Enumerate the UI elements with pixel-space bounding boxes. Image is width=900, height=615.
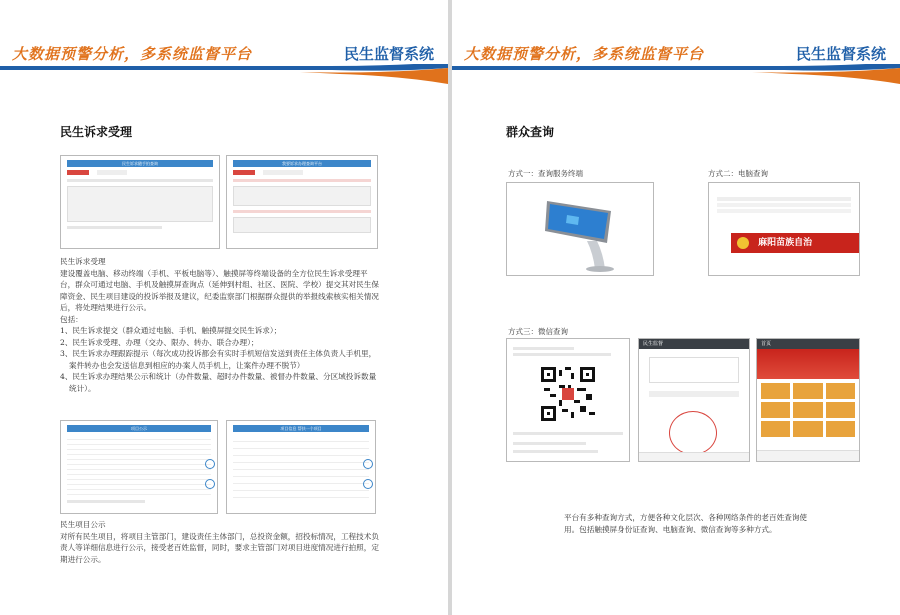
- query-footer-paragraph: 平台有多种查询方式，方便各种文化层次、各种网络条件的老百姓查询使用。包括触摸屏身份证查询、电脑查询、微信查询等多种方式。: [564, 513, 807, 534]
- header-slogan: 大数据预警分析，多系统监督平台: [464, 45, 705, 63]
- right-page: [452, 0, 900, 615]
- screenshot-title: 民生诉求随手拍查询: [67, 160, 213, 167]
- header-brand: 民生监督系统: [795, 45, 886, 63]
- include-label: 包括：: [60, 314, 83, 324]
- method-terminal-caption: 方式一：查询服务终端: [508, 169, 583, 178]
- complaint-para-body: 建设覆盖电脑、移动终端（手机、平板电脑等）、触摸屏等终端设备的全方位民生诉求受理平台，群众可通过电脑、手机及触摸屏查询点（延伸到村组、社区、医院、学校）提交其对民生保障资金、民生项目建设的投诉举报及建议，纪委监察部门根据群众提供的举报线索核实相关情况后，将处理结果进行公示。: [60, 268, 379, 312]
- header-band: [0, 64, 448, 86]
- complaint-query-screenshot: [60, 155, 220, 249]
- wechat-chat-screen: [638, 338, 750, 462]
- complaint-item: 2、民生诉求受理、办理（交办、限办、转办、联合办理）；: [60, 337, 259, 347]
- method-wechat-caption: 方式三：微信查询: [508, 327, 568, 336]
- highlight-circle: [669, 411, 717, 455]
- wechat-home-screen: [756, 338, 860, 462]
- phone-title: 首页: [757, 339, 859, 349]
- left-page: [0, 0, 448, 615]
- phone-title: 民生监督: [639, 339, 749, 349]
- section-title-query: 群众查询: [506, 125, 555, 139]
- header-brand: 民生监督系统: [343, 45, 434, 63]
- section-title-complaint: 民生诉求受理: [60, 125, 133, 139]
- complaint-para-head: 民生诉求受理: [60, 257, 106, 266]
- banner-text: 麻阳苗族自治: [758, 238, 813, 248]
- project-para-head: 民生项目公示: [60, 520, 106, 529]
- screenshot-title: 我要诉求办理查询平台: [233, 160, 371, 167]
- kiosk-image: [506, 182, 654, 276]
- header-slogan: 大数据预警分析，多系统监督平台: [12, 45, 253, 63]
- complaint-paragraph: [60, 256, 380, 394]
- project-public-screenshot: [60, 420, 218, 514]
- complaint-item: 1、民生诉求提交（群众通过电脑、手机、触摸屏提交民生诉求）；: [60, 326, 282, 335]
- complaint-item: 3、民生诉求办理跟踪提示（每次成功投诉都会有实时手机短信发送到责任主体负责人手机里，案件转办也会发送信息到相应的办案人员手机上，让案件办理不脱节）: [60, 349, 377, 370]
- header-band: [452, 64, 900, 86]
- project-info-screenshot: [226, 420, 376, 514]
- banner: [731, 233, 859, 253]
- wechat-qr-screen: [506, 338, 630, 462]
- screenshot-title: 项目公示: [67, 425, 211, 432]
- project-para-body: 对所有民生项目，将项目主管部门，建设责任主体部门，总投资金额，招投标情况，工程技术负责人等详细信息进行公示，接受老百姓监督，同时，要求主管部门对项目进度情况进行拍照，定期进行公示。: [60, 531, 379, 564]
- screenshot-title: 项目信息 帮扶一个项目: [233, 425, 369, 432]
- complaint-handle-screenshot: [226, 155, 378, 249]
- pc-query-image: [708, 182, 860, 276]
- project-paragraph: [60, 519, 380, 565]
- qr-code: [541, 367, 595, 421]
- complaint-item: 4、民生诉求办理结果公示和统计（办件数量、超时办件数量、被督办件数量、分区域投诉数量统计）。: [60, 372, 377, 393]
- method-pc-caption: 方式二：电脑查询: [708, 169, 768, 178]
